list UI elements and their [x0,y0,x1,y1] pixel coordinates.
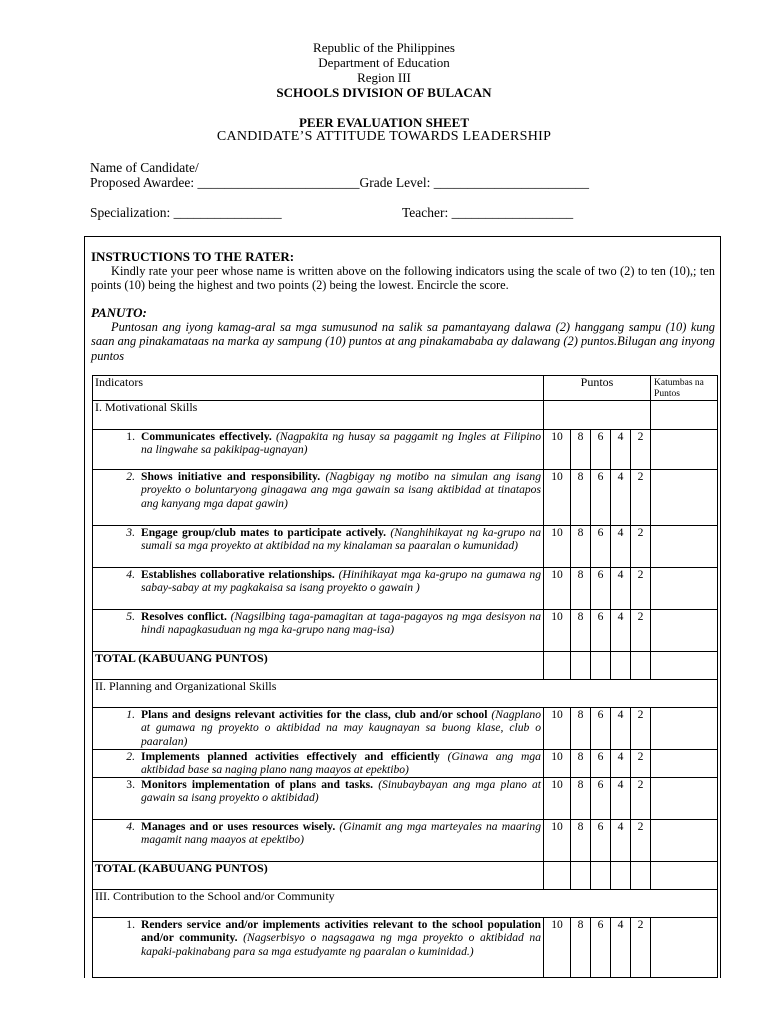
item-number: 1. [126,918,135,931]
header-division: SCHOOLS DIVISION OF BULACAN [276,85,492,100]
katumbas-cell[interactable] [651,526,718,568]
indicator-label: Manages and or uses resources wisely. [141,820,336,833]
indicator-label: Plans and designs relevant activities for the class, club and/or school [141,708,488,721]
item-number: 4. [126,568,135,581]
indicator-translation: (Nanghihikayat ng ka-grupo na sumali sa mga proyekto at aktibidad na my kinalaman sa paaralan o kumunidad) [141,526,542,553]
indicator-cell [93,470,544,526]
indicator-translation: (Nagpakita ng husay sa paggamit ng Ingles at Filipino na lingwahe sa pakikipag-ugnayan) [141,430,542,457]
score-option-4[interactable]: 4 [611,568,631,610]
indicator-item [95,708,541,748]
katumbas-cell[interactable] [651,470,718,526]
indicator-label: Implements planned activities effectively and efficiently [141,750,440,763]
score-option-6[interactable]: 6 [591,526,611,568]
section-row [93,890,718,918]
katumbas-cell[interactable] [651,918,718,978]
score-option-8[interactable]: 8 [571,750,591,778]
score-option-8[interactable]: 8 [571,708,591,750]
score-option-4[interactable]: 4 [611,778,631,820]
indicator-item [95,610,541,637]
score-option-2[interactable]: 2 [631,610,651,652]
total-score-cell[interactable] [591,862,611,890]
score-option-6[interactable]: 6 [591,568,611,610]
score-option-8[interactable]: 8 [571,526,591,568]
blank-cell [651,401,718,430]
puntos-header: Puntos [544,376,651,401]
indicator-label: Resolves conflict. [141,610,227,623]
katumbas-cell[interactable] [651,820,718,862]
total-label: TOTAL (KABUUANG PUNTOS) [93,652,544,680]
score-option-6[interactable]: 6 [591,430,611,470]
total-score-cell[interactable] [611,652,631,680]
header-department: Department of Education [318,55,450,70]
total-score-cell[interactable] [544,652,571,680]
header-republic: Republic of the Philippines [313,40,455,55]
score-option-8[interactable]: 8 [571,430,591,470]
indicator-cell [93,918,544,978]
score-option-4[interactable]: 4 [611,820,631,862]
katumbas-cell[interactable] [651,778,718,820]
score-option-4[interactable]: 4 [611,430,631,470]
indicator-row [93,918,718,978]
total-row [93,862,718,890]
total-score-cell[interactable] [591,652,611,680]
total-katumbas-cell[interactable] [651,862,718,890]
score-option-8[interactable]: 8 [571,820,591,862]
section-title: III. Contribution to the School and/or Community [93,890,718,918]
panuto-title: PANUTO: [91,305,147,320]
indicator-label: Renders service and/or implements activities relevant to the school population and/or community. [141,918,541,945]
total-score-cell[interactable] [571,652,591,680]
score-option-2[interactable]: 2 [631,820,651,862]
katumbas-cell[interactable] [651,568,718,610]
total-label: TOTAL (KABUUANG PUNTOS) [93,862,544,890]
score-option-2[interactable]: 2 [631,568,651,610]
score-option-10[interactable]: 10 [544,708,571,750]
score-option-2[interactable]: 2 [631,918,651,978]
indicator-translation: (Ginamit ang mga marteyales na maaring magamit nang maayos at epektibo) [141,820,541,847]
score-option-6[interactable]: 6 [591,750,611,778]
section-row [93,680,718,708]
item-number: 1. [126,430,135,443]
teacher-field[interactable]: Teacher: __________________ [402,205,574,220]
score-option-8[interactable]: 8 [571,470,591,526]
total-row [93,652,718,680]
katumbas-cell[interactable] [651,430,718,470]
blank-cell [544,401,651,430]
score-option-2[interactable]: 2 [631,430,651,470]
score-option-2[interactable]: 2 [631,750,651,778]
indicator-cell [93,778,544,820]
indicator-cell [93,568,544,610]
indicator-table [92,375,718,978]
item-number: 2. [126,750,135,763]
score-option-10[interactable]: 10 [544,526,571,568]
item-number: 5. [126,610,135,623]
score-option-10[interactable]: 10 [544,610,571,652]
indicator-item [95,526,541,553]
score-option-6[interactable]: 6 [591,708,611,750]
katumbas-cell[interactable] [651,750,718,778]
score-option-8[interactable]: 8 [571,610,591,652]
awardee-grade-field[interactable]: Proposed Awardee: ________________________Grade Level: _______________________ [90,175,589,190]
score-option-2[interactable]: 2 [631,470,651,526]
section-title: II. Planning and Organizational Skills [93,680,718,708]
instructions-title: INSTRUCTIONS TO THE RATER: [91,249,295,264]
indicator-translation: (Nagsilbing taga-pamagitan at taga-pagayos ng mga desisyon na hindi napagkasuduan ng mga ka-grupo nang mag-isa) [141,610,541,637]
indicator-row [93,568,718,610]
score-option-10[interactable]: 10 [544,568,571,610]
indicator-row [93,610,718,652]
score-option-8[interactable]: 8 [571,918,591,978]
indicator-cell [93,708,544,750]
sheet-title: PEER EVALUATION SHEET [298,115,469,130]
score-option-6[interactable]: 6 [591,918,611,978]
candidate-name-label: Name of Candidate/ [90,160,199,175]
indicator-row [93,430,718,470]
item-number: 1. [126,708,135,721]
score-option-10[interactable]: 10 [544,820,571,862]
indicator-cell [93,750,544,778]
header-region: Region III [357,70,411,85]
score-option-6[interactable]: 6 [591,470,611,526]
score-option-4[interactable]: 4 [611,470,631,526]
indicator-cell [93,610,544,652]
score-option-8[interactable]: 8 [571,568,591,610]
score-option-2[interactable]: 2 [631,708,651,750]
indicator-row [93,708,718,750]
score-option-10[interactable]: 10 [544,470,571,526]
indicator-row [93,820,718,862]
score-option-6[interactable]: 6 [591,820,611,862]
indicator-label: Monitors implementation of plans and tasks. [141,778,374,791]
item-number: 3. [126,526,135,539]
section-row [93,401,718,430]
score-option-4[interactable]: 4 [611,526,631,568]
indicator-translation: (Hinihikayat mga ka-grupo na gumawa ng sabay-sabay at my pagkakaisa sa isang proyekto o gawain ) [141,568,541,595]
score-option-10[interactable]: 10 [544,778,571,820]
indicator-label: Shows initiative and responsibility. [141,470,321,483]
indicator-translation: (Nagbigay ng motibo na simulan ang isang proyekto o boluntaryong ginagawa ang mga gawain sa isang aktibidad at tinatapos ang kanyang mga dapat gawin) [141,470,542,510]
indicator-item [95,470,541,510]
score-option-10[interactable]: 10 [544,750,571,778]
indicators-header: Indicators [93,376,544,401]
indicator-item [95,820,541,847]
instructions-text: Kindly rate your peer whose name is written above on the following indicators using the scale of two (2) to ten (10),; ten points (10) being the highest and two points (2) being the lowest. Encircle the score. [91,264,715,293]
indicator-item [95,918,541,958]
indicator-label: Communicates effectively. [141,430,272,443]
score-option-4[interactable]: 4 [611,750,631,778]
indicator-translation: (Ginawa ang mga aktibidad base sa naging plano nang maayos at epektibo) [141,750,541,777]
indicator-label: Establishes collaborative relationships. [141,568,335,581]
indicator-item [95,750,541,777]
indicator-translation: (Nagserbisyo o nagsagawa ng mga proyekto o aktibidad na kapaki-pakinabang para sa mga estudyamte ng paaralan o kuminidad.) [141,931,541,958]
katumbas-cell[interactable] [651,610,718,652]
score-option-4[interactable]: 4 [611,610,631,652]
total-score-cell[interactable] [544,862,571,890]
indicator-row [93,526,718,568]
katumbas-cell[interactable] [651,708,718,750]
indicator-row [93,470,718,526]
indicator-cell [93,430,544,470]
indicator-item [95,778,541,805]
specialization-field[interactable]: Specialization: ________________ [90,205,282,220]
score-option-10[interactable]: 10 [544,430,571,470]
evaluation-box [84,236,721,978]
item-number: 2. [126,470,135,483]
katumbas-header: Katumbas na Puntos [651,376,718,401]
item-number: 4. [126,820,135,833]
score-option-8[interactable]: 8 [571,778,591,820]
indicator-row [93,778,718,820]
indicator-row [93,750,718,778]
score-option-2[interactable]: 2 [631,778,651,820]
score-option-4[interactable]: 4 [611,708,631,750]
score-option-10[interactable]: 10 [544,918,571,978]
indicator-cell [93,526,544,568]
indicator-item [95,430,541,457]
indicator-translation: (Sinubaybayan ang mga plano at gawain sa isang proyekto o aktibidad) [141,778,541,805]
indicator-label: Engage group/club mates to participate actively. [141,526,387,539]
section-title: I. Motivational Skills [93,401,544,430]
indicator-item [95,568,541,595]
score-option-6[interactable]: 6 [591,778,611,820]
total-katumbas-cell[interactable] [651,652,718,680]
panuto-text: Puntosan ang iyong kamag-aral sa mga sumusunod na salik sa pamantayang dalawa (2) hanggang sampu (10) kung saan ang pinakamataas na marka ay sampung (10) puntos at ang pinakamababa ay dalawang (2) puntos.Bilugan ang inyong puntos [91,320,715,363]
score-option-2[interactable]: 2 [631,526,651,568]
score-option-4[interactable]: 4 [611,918,631,978]
indicator-cell [93,820,544,862]
item-number: 3. [126,778,135,791]
total-score-cell[interactable] [571,862,591,890]
total-score-cell[interactable] [611,862,631,890]
total-score-cell[interactable] [631,862,651,890]
total-score-cell[interactable] [631,652,651,680]
indicator-translation: (Nagplano at gumawa ng proyekto o aktibidad na may kaugnayan sa buong klase, club o paaralan) [141,708,541,748]
table-header-row [93,376,718,401]
score-option-6[interactable]: 6 [591,610,611,652]
sheet-subtitle: CANDIDATE’S ATTITUDE TOWARDS LEADERSHIP [216,129,552,144]
